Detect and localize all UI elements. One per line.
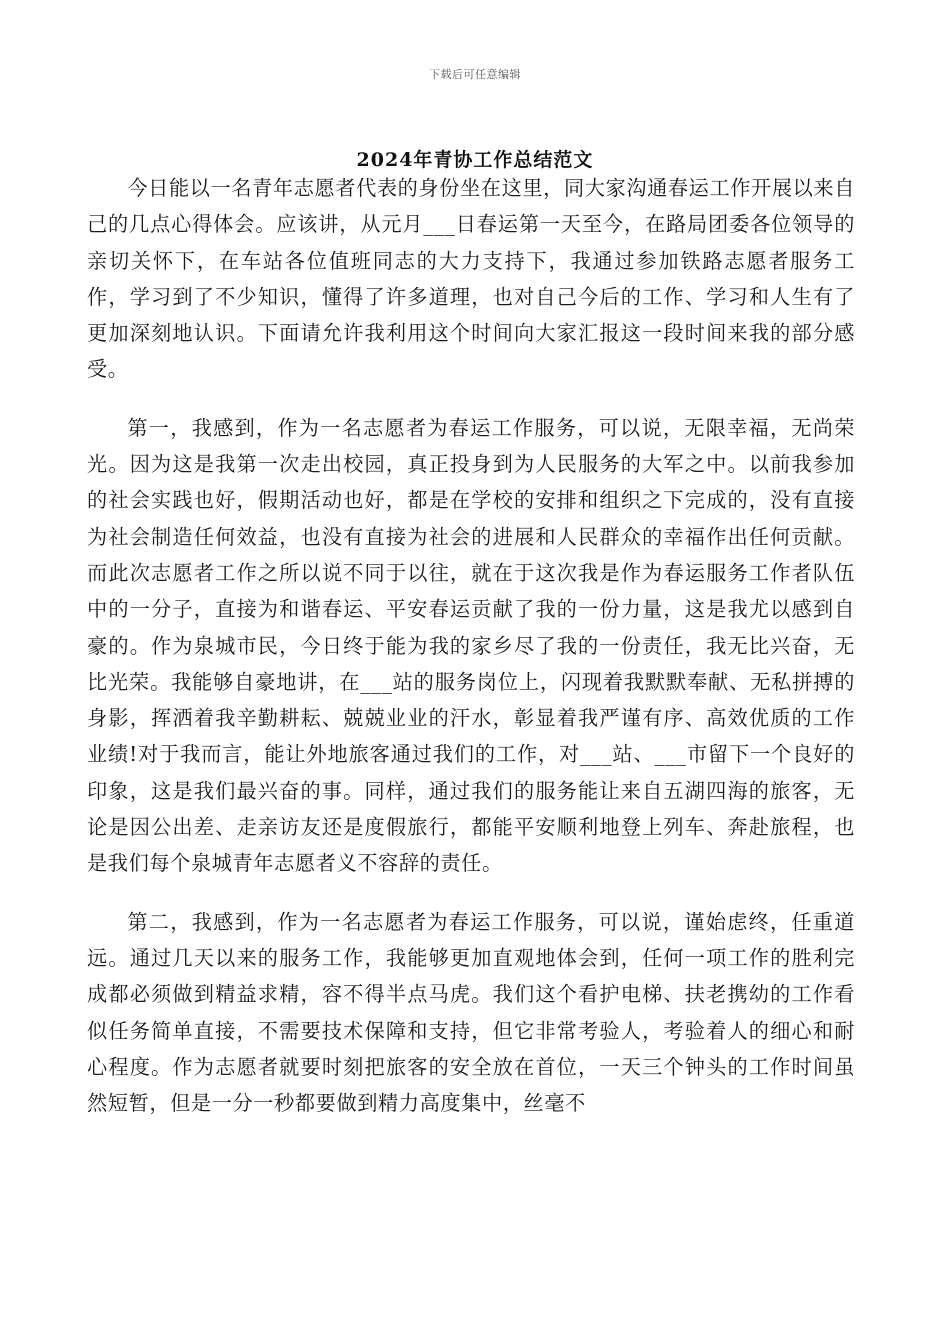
paragraph-3: 第二，我感到，作为一名志愿者为春运工作服务，可以说，谨始虑终，任重道远。通过几天以来的服务工作，我能够更加直观地体会到，任何一项工作的胜利完成都必须做到精益求精，容不得半点马虎。我们这个看护电梯、扶老携幼的工作看似任务简单直接，不需要技术保障和支持，但它非常考验人，考验着人的细心和耐心程度。作为志愿者就要时刻把旅客的安全放在首位，一天三个钟头的工作时间虽然短暂，但是一分一秒都要做到精力高度集中，丝毫不 xyxy=(87,909,855,1116)
header-note: 下载后可任意编辑 xyxy=(429,68,521,81)
document-body xyxy=(87,170,855,1143)
paragraph-2: 第一，我感到，作为一名志愿者为春运工作服务，可以说，无限幸福，无尚荣光。因为这是我第一次走出校园，真正投身到为人民服务的大军之中。以前我参加的社会实践也好，假期活动也好，都是在学校的安排和组织之下完成的，没有直接为社会制造任何效益，也没有直接为社会的进展和人民群众的幸福作出任何贡献。而此次志愿者工作之所以说不同于以往，就在于这次我是作为春运服务工作者队伍中的一分子，直接为和谐春运、平安春运贡献了我的一份力量，这是我尤以感到自豪的。作为泉城市民，今日终于能为我的家乡尽了我的一份责任，我无比兴奋，无比光荣。我能够自豪地讲，在___站的服务岗位上，闪现着我默默奉献、无私拼搏的身影，挥洒着我辛勤耕耘、兢兢业业的汗水，彰显着我严谨有序、高效优质的工作业绩!对于我而言，能让外地旅客通过我们的工作，对___站、___市留下一个良好的印象，这是我们最兴奋的事。同样，通过我们的服务能让来自五湖四海的旅客，无论是因公出差、走亲访友还是度假旅行，都能平安顺利地登上列车、奔赴旅程，也是我们每个泉城青年志愿者义不容辞的责任。 xyxy=(87,415,855,876)
document-title: 2024年青协工作总结范文 xyxy=(356,149,594,171)
paragraph-1: 今日能以一名青年志愿者代表的身份坐在这里，同大家沟通春运工作开展以来自己的几点心得体会。应该讲，从元月___日春运第一天至今，在路局团委各位领导的亲切关怀下，在车站各位值班同志的大力支持下，我通过参加铁路志愿者服务工作，学习到了不少知识，懂得了许多道理，也对自己今后的工作、学习和人生有了更加深刻地认识。下面请允许我利用这个时间向大家汇报这一段时间来我的部分感受。 xyxy=(87,176,855,382)
